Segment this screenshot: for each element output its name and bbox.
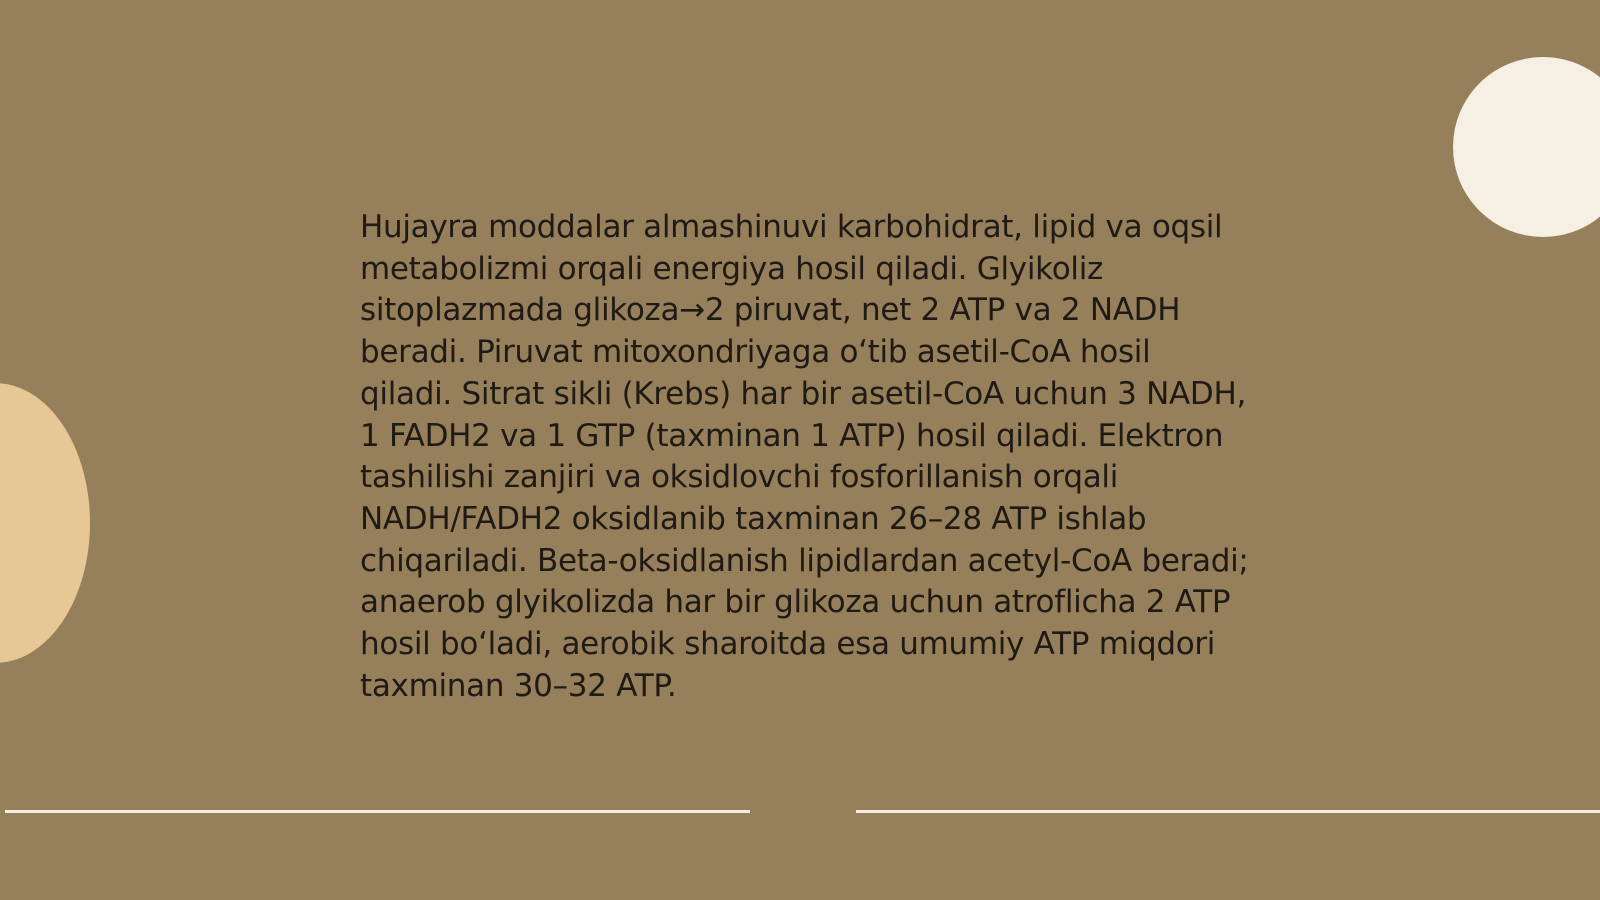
divider-line-left [5,810,750,813]
slide-body-text: Hujayra moddalar almashinuvi karbohidrat, lipid va oqsil metabolizmi orqali energiya hosil qiladi. Glyikoliz sitoplazmada glikoza→2 piruvat, net 2 ATP va 2 NADH beradi. Piruvat mitoxondriyaga oʻtib asetil-CoA hosil qiladi. Sitrat sikli (Krebs) har bir asetil-CoA uchun 3 NADH, 1 FADH2 va 1 GTP (taxminan 1 ATP) hosil qiladi. Elektron tashilishi zanjiri va oksidlovchi fosforillanish orqali NADH/FADH2 oksidlanib taxminan 26–28 ATP ishlab chiqariladi. Beta-oksidlanish lipidlardan acetyl-CoA beradi; anaerob glyikolizda har bir glikoza uchun atroflicha 2 ATP hosil boʻladi, aerobik sharoitda esa umumiy ATP miqdori taxminan 30–32 ATP. [360,209,1249,704]
divider-line-right [856,810,1600,813]
decorative-circle-top-right [1453,57,1600,237]
decorative-circle-left [0,383,90,663]
